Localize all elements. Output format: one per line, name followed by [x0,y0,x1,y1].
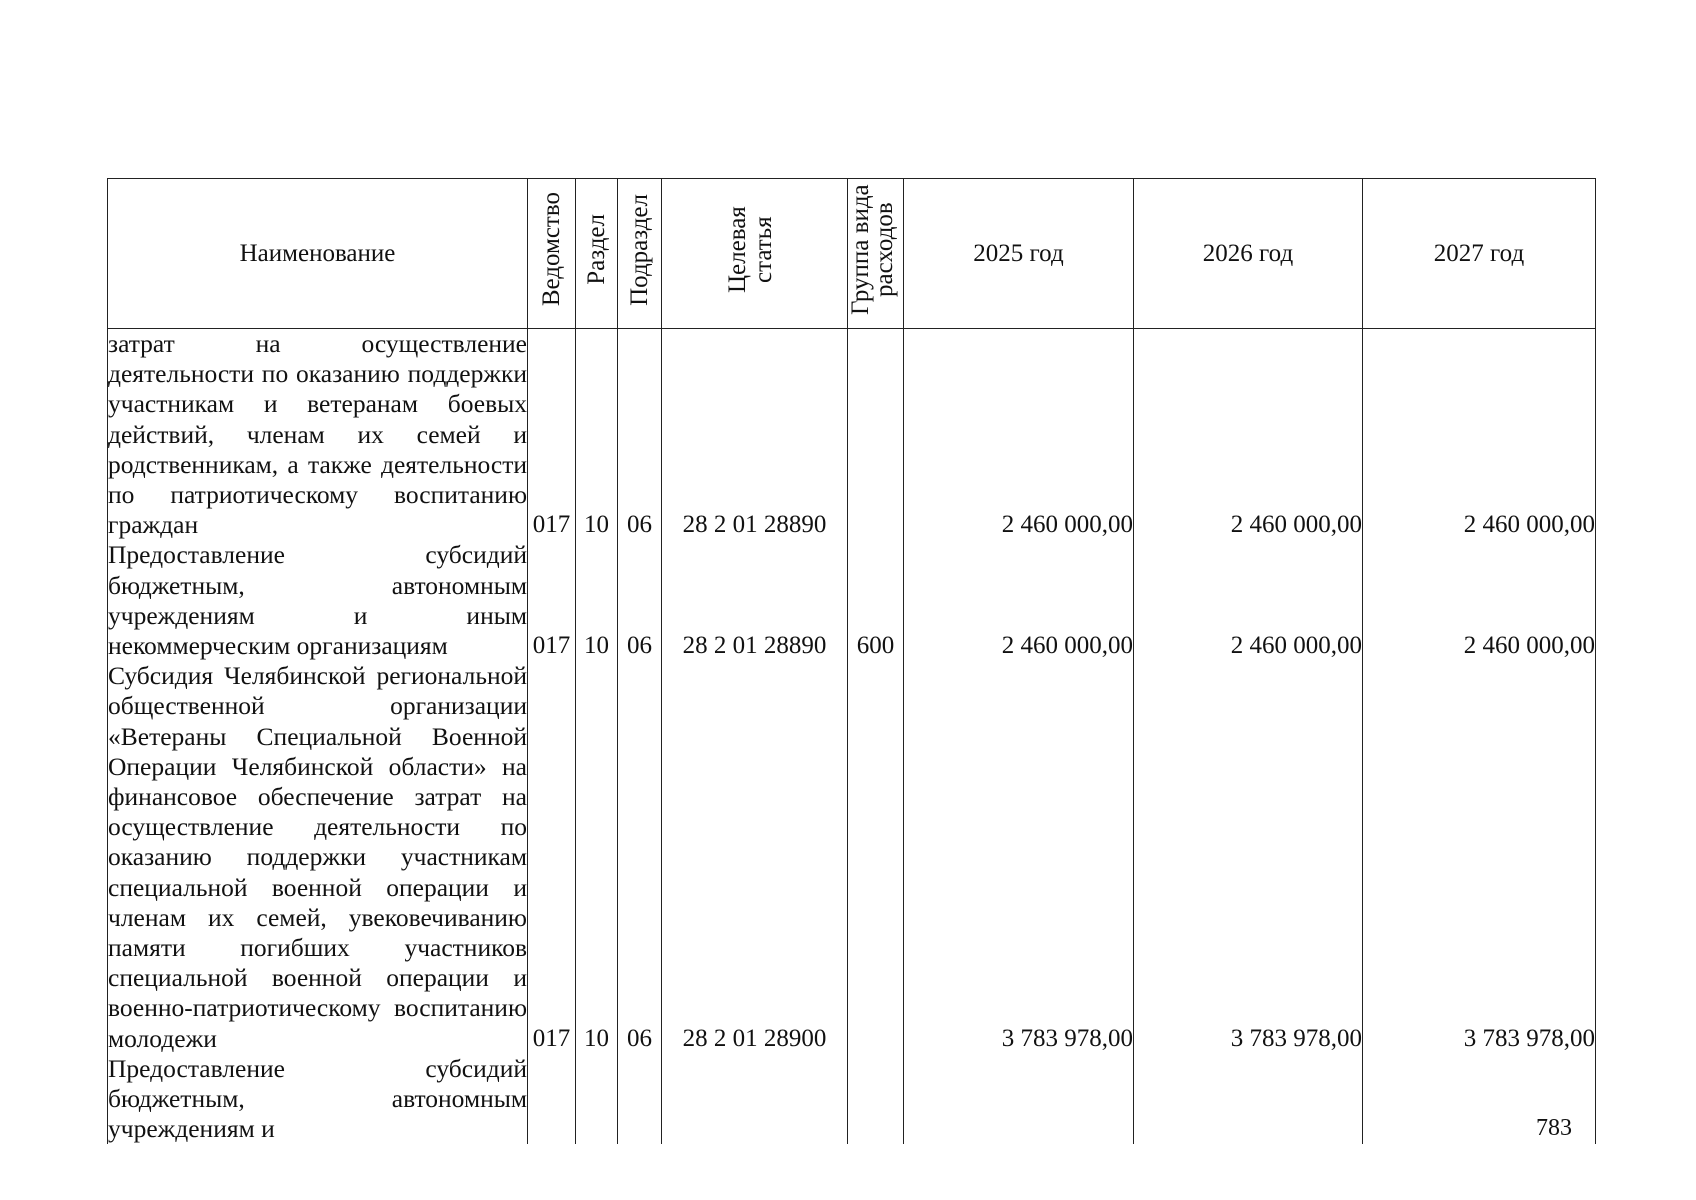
row-department: 017 [528,540,576,661]
header-expense-group: Группа вида расходов [848,179,904,329]
header-department: Ведомство [528,179,576,329]
header-2026: 2026 год [1134,179,1363,329]
row-amount-2027: 3 783 978,00 [1363,661,1596,1054]
budget-table [107,178,1596,1144]
table-row [108,540,1596,661]
row-amount-2026: 2 460 000,00 [1134,329,1363,541]
row-name: Субсидия Челябинской региональной общественной организации «Ветераны Специальной Военной Операции Челябинской области» на финансовое обеспечение затрат на осуществление деятельности по оказанию поддержки участникам специальной военной операции и членам их семей, увековечиванию памяти погибших участников специальной военной операции и военно-патриотическому воспитанию молодежи [108,661,527,1053]
header-subsection: Подраздел [618,179,662,329]
header-2025: 2025 год [904,179,1134,329]
row-section: 10 [576,329,618,541]
row-department: 017 [528,329,576,541]
row-section: 10 [576,540,618,661]
table-row [108,329,1596,541]
row-amount-2026: 2 460 000,00 [1134,540,1363,661]
table-row [108,1054,1596,1145]
row-target-article [662,1054,848,1145]
row-name: затрат на осуществление деятельности по оказанию поддержки участникам и ветеранам боевых действий, членам их семей и родственникам, а также деятельности по патриотическому воспитанию граждан [108,329,527,540]
row-expense-group [848,1054,904,1145]
row-amount-2025 [904,1054,1134,1145]
row-target-article: 28 2 01 28890 [662,540,848,661]
row-amount-2026: 3 783 978,00 [1134,661,1363,1054]
header-name: Наименование [108,179,528,329]
row-section: 10 [576,661,618,1054]
row-amount-2026 [1134,1054,1363,1145]
row-subsection: 06 [618,661,662,1054]
row-amount-2027: 2 460 000,00 [1363,329,1596,541]
row-section [576,1054,618,1145]
row-amount-2025: 2 460 000,00 [904,329,1134,541]
row-target-article: 28 2 01 28900 [662,661,848,1054]
header-2027: 2027 год [1363,179,1596,329]
row-expense-group: 600 [848,540,904,661]
header-section: Раздел [576,179,618,329]
row-name: Предоставление субсидий бюджетным, автономным учреждениям и [108,1053,527,1144]
row-expense-group [848,329,904,541]
row-amount-2025: 2 460 000,00 [904,540,1134,661]
row-amount-2025: 3 783 978,00 [904,661,1134,1054]
row-amount-2027: 2 460 000,00 [1363,540,1596,661]
page-number: 783 [1536,1115,1572,1141]
row-subsection [618,1054,662,1145]
row-subsection: 06 [618,329,662,541]
row-department: 017 [528,661,576,1054]
row-name: Предоставление субсидий бюджетным, автономным учреждениям и иным некоммерческим организациям [108,540,527,661]
header-target-article: Целевая статья [662,179,848,329]
row-expense-group [848,661,904,1054]
row-subsection: 06 [618,540,662,661]
table-row [108,661,1596,1054]
row-department [528,1054,576,1145]
row-target-article: 28 2 01 28890 [662,329,848,541]
table-header-row [108,179,1596,329]
